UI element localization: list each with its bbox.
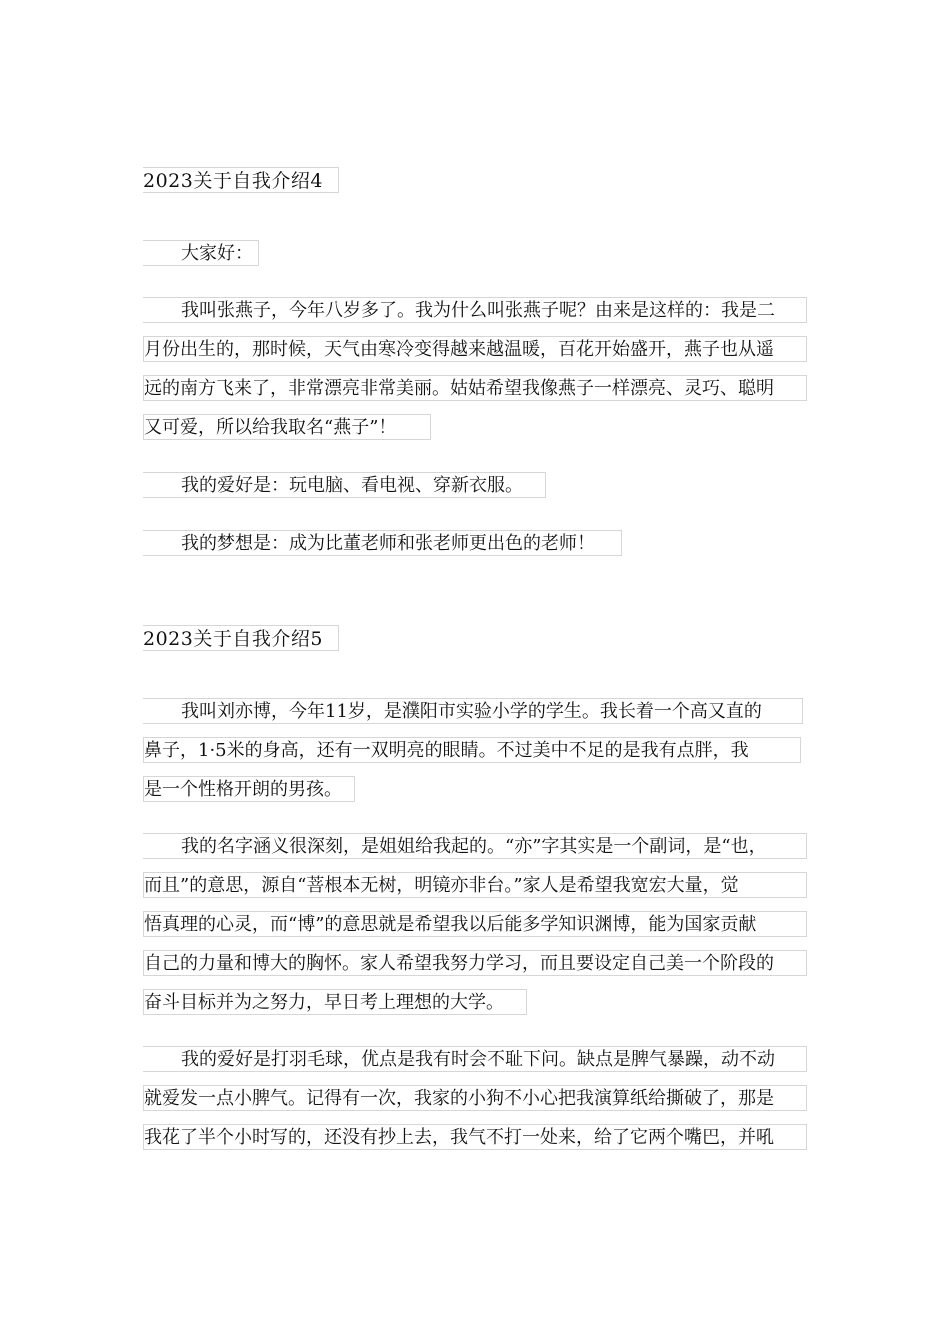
hobby-story-line-2: 就爱发一点小脾气。记得有一次，我家的小狗不小心把我演算纸给撕破了，那是	[143, 1085, 807, 1111]
self-intro-line-1: 我叫刘亦博，今年11岁，是濮阳市实验小学的学生。我长着一个高又直的	[143, 698, 803, 724]
intro-paragraph-line-2: 月份出生的，那时候，天气由寒冷变得越来越温暖，百花开始盛开，燕子也从遥	[143, 336, 807, 362]
hobby-line: 我的爱好是：玩电脑、看电视、穿新衣服。	[143, 472, 546, 498]
name-meaning-line-4: 自己的力量和博大的胸怀。家人希望我努力学习，而且要设定自己美一个阶段的	[143, 950, 807, 976]
name-meaning-line-1: 我的名字涵义很深刻，是姐姐给我起的。“亦”字其实是一个副词，是“也，	[143, 833, 807, 859]
greeting-line: 大家好：	[143, 240, 259, 266]
intro-paragraph-line-1: 我叫张燕子，今年八岁多了。我为什么叫张燕子呢？由来是这样的：我是二	[143, 297, 807, 323]
hobby-story-line-1: 我的爱好是打羽毛球，优点是我有时会不耻下问。缺点是脾气暴躁，动不动	[143, 1046, 807, 1072]
hobby-story-line-3: 我花了半个小时写的，还没有抄上去，我气不打一处来，给了它两个嘴巴，并吼	[143, 1124, 807, 1150]
dream-line: 我的梦想是：成为比董老师和张老师更出色的老师！	[143, 530, 622, 556]
intro-paragraph-line-3: 远的南方飞来了，非常漂亮非常美丽。姑姑希望我像燕子一样漂亮、灵巧、聪明	[143, 375, 807, 401]
name-meaning-line-2: 而且”的意思，源自“菩根本无树，明镜亦非台。”家人是希望我宽宏大量，觉	[143, 872, 807, 898]
self-intro-line-2: 鼻子，1·5米的身高，还有一双明亮的眼睛。不过美中不足的是我有点胖，我	[143, 737, 801, 763]
name-meaning-line-3: 悟真理的心灵，而“博”的意思就是希望我以后能多学知识渊博，能为国家贡献	[143, 911, 807, 937]
intro-paragraph-line-4: 又可爱，所以给我取名“燕子”！	[143, 414, 431, 440]
section-title-4: 2023关于自我介绍4	[143, 167, 339, 193]
self-intro-line-3: 是一个性格开朗的男孩。	[143, 776, 355, 802]
name-meaning-line-5: 奋斗目标并为之努力，早日考上理想的大学。	[143, 989, 527, 1015]
section-title-5: 2023关于自我介绍5	[143, 625, 339, 651]
